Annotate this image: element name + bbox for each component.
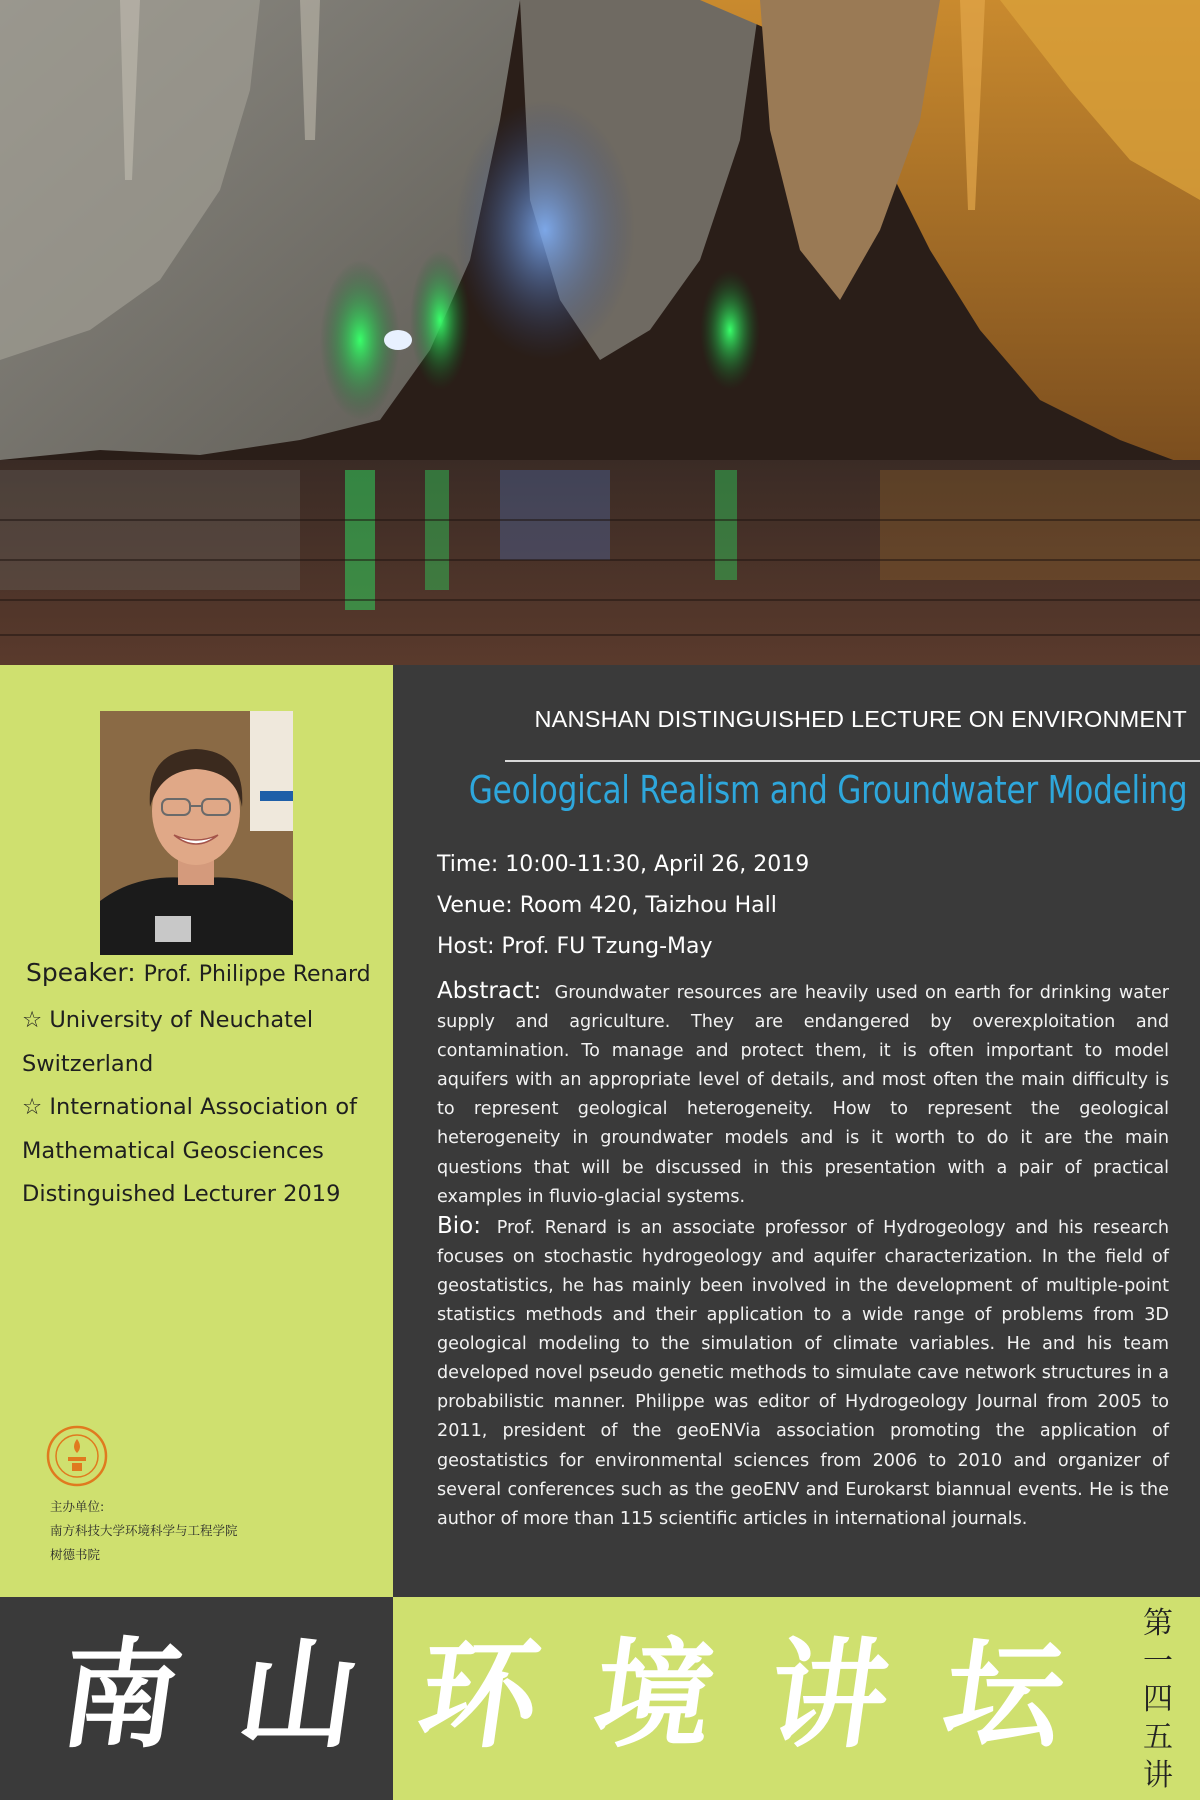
banner-char-2: 山: [230, 1625, 368, 1764]
hero-cave-image: [0, 0, 1200, 665]
lecture-title: Geological Realism and Groundwater Modeling: [468, 768, 1187, 812]
cave-illustration: [0, 0, 1200, 665]
event-venue: Venue: Room 420, Taizhou Hall: [437, 893, 777, 918]
speaker-panel: [0, 665, 393, 1597]
banner-char-1: 南: [52, 1625, 190, 1764]
affiliation-association: ☆ International Association of Mathematical Geosciences Distinguished Lecturer 2019: [22, 1094, 358, 1207]
organizer-line-2: 树德书院: [50, 1547, 101, 1562]
title-divider: [505, 760, 1200, 762]
banner-char-4: 境: [585, 1625, 723, 1764]
abstract-paragraph: [437, 977, 1169, 1212]
issue-char-4: 五: [1143, 1720, 1173, 1755]
abstract-text: Groundwater resources are heavily used on earth for drinking water supply and agriculture. They are endangered by overexploitation and contamination. To manage and protect them, it is often important to model aquifers with an appropriate level of details, and most often the main difficulty is to represent geological heterogeneity. How to represent the geological heterogeneity in groundwater models and is it worth to do it are the main questions that will be discussed in this presentation with a pair of practical examples in fluvio-glacial systems.: [437, 983, 1170, 1207]
bio-text: Prof. Renard is an associate professor of Hydrogeology and his research focuses on stochastic hydrogeology and aquifer characterization. In the field of geostatistics, he has mainly been involved in the development of multiple-point statistics methods and their application to a wide range of problems from 3D geological modeling to the simulation of climate variables. He and his team developed novel pseudo genetic methods to simulate cave network structures in a probabilistic manner. Philippe was editor of Hydrogeology Journal from 2005 to 2011, president of the geoENVia association promoting the application of geostatistics for environmental sciences from 2006 to 2010 and organizer of several conferences such as the geoENV and Eurokarst biannual events. He is the author of more than 115 scientific articles in international journals.: [437, 1217, 1170, 1529]
event-time: Time: 10:00-11:30, April 26, 2019: [437, 852, 810, 877]
lecture-series-title: NANSHAN DISTINGUISHED LECTURE ON ENVIRONMENT: [534, 706, 1187, 732]
issue-number-vertical: [1138, 1605, 1178, 1795]
speaker-photo: [100, 711, 293, 955]
university-logo-icon: [46, 1425, 108, 1487]
issue-char-2: 一: [1143, 1644, 1173, 1679]
speaker-affiliations: [22, 999, 382, 1217]
speaker-name-line: [26, 958, 386, 987]
lecture-body: [437, 977, 1169, 1534]
abstract-label: Abstract:: [437, 978, 542, 1004]
speaker-label: Speaker:: [26, 958, 136, 987]
issue-char-5: 讲: [1143, 1758, 1173, 1793]
affiliation-university: ☆ University of Neuchatel Switzerland: [22, 1007, 314, 1077]
banner-char-6: 坛: [935, 1625, 1073, 1764]
event-host: Host: Prof. FU Tzung-May: [437, 934, 713, 959]
organizer-line-1: 南方科技大学环境科学与工程学院: [50, 1523, 238, 1538]
bio-paragraph: [437, 1212, 1169, 1534]
event-info: [437, 844, 809, 967]
issue-char-1: 第: [1143, 1606, 1173, 1641]
speaker-name: Prof. Philippe Renard: [143, 962, 371, 987]
banner-char-5: 讲: [760, 1625, 898, 1764]
organizer-label: 主办单位:: [50, 1499, 105, 1514]
organizer-block: [50, 1495, 238, 1567]
banner-char-3: 环: [410, 1625, 548, 1764]
lecture-details-panel: [393, 665, 1200, 1597]
bio-label: Bio:: [437, 1212, 481, 1239]
issue-char-3: 四: [1143, 1682, 1173, 1717]
